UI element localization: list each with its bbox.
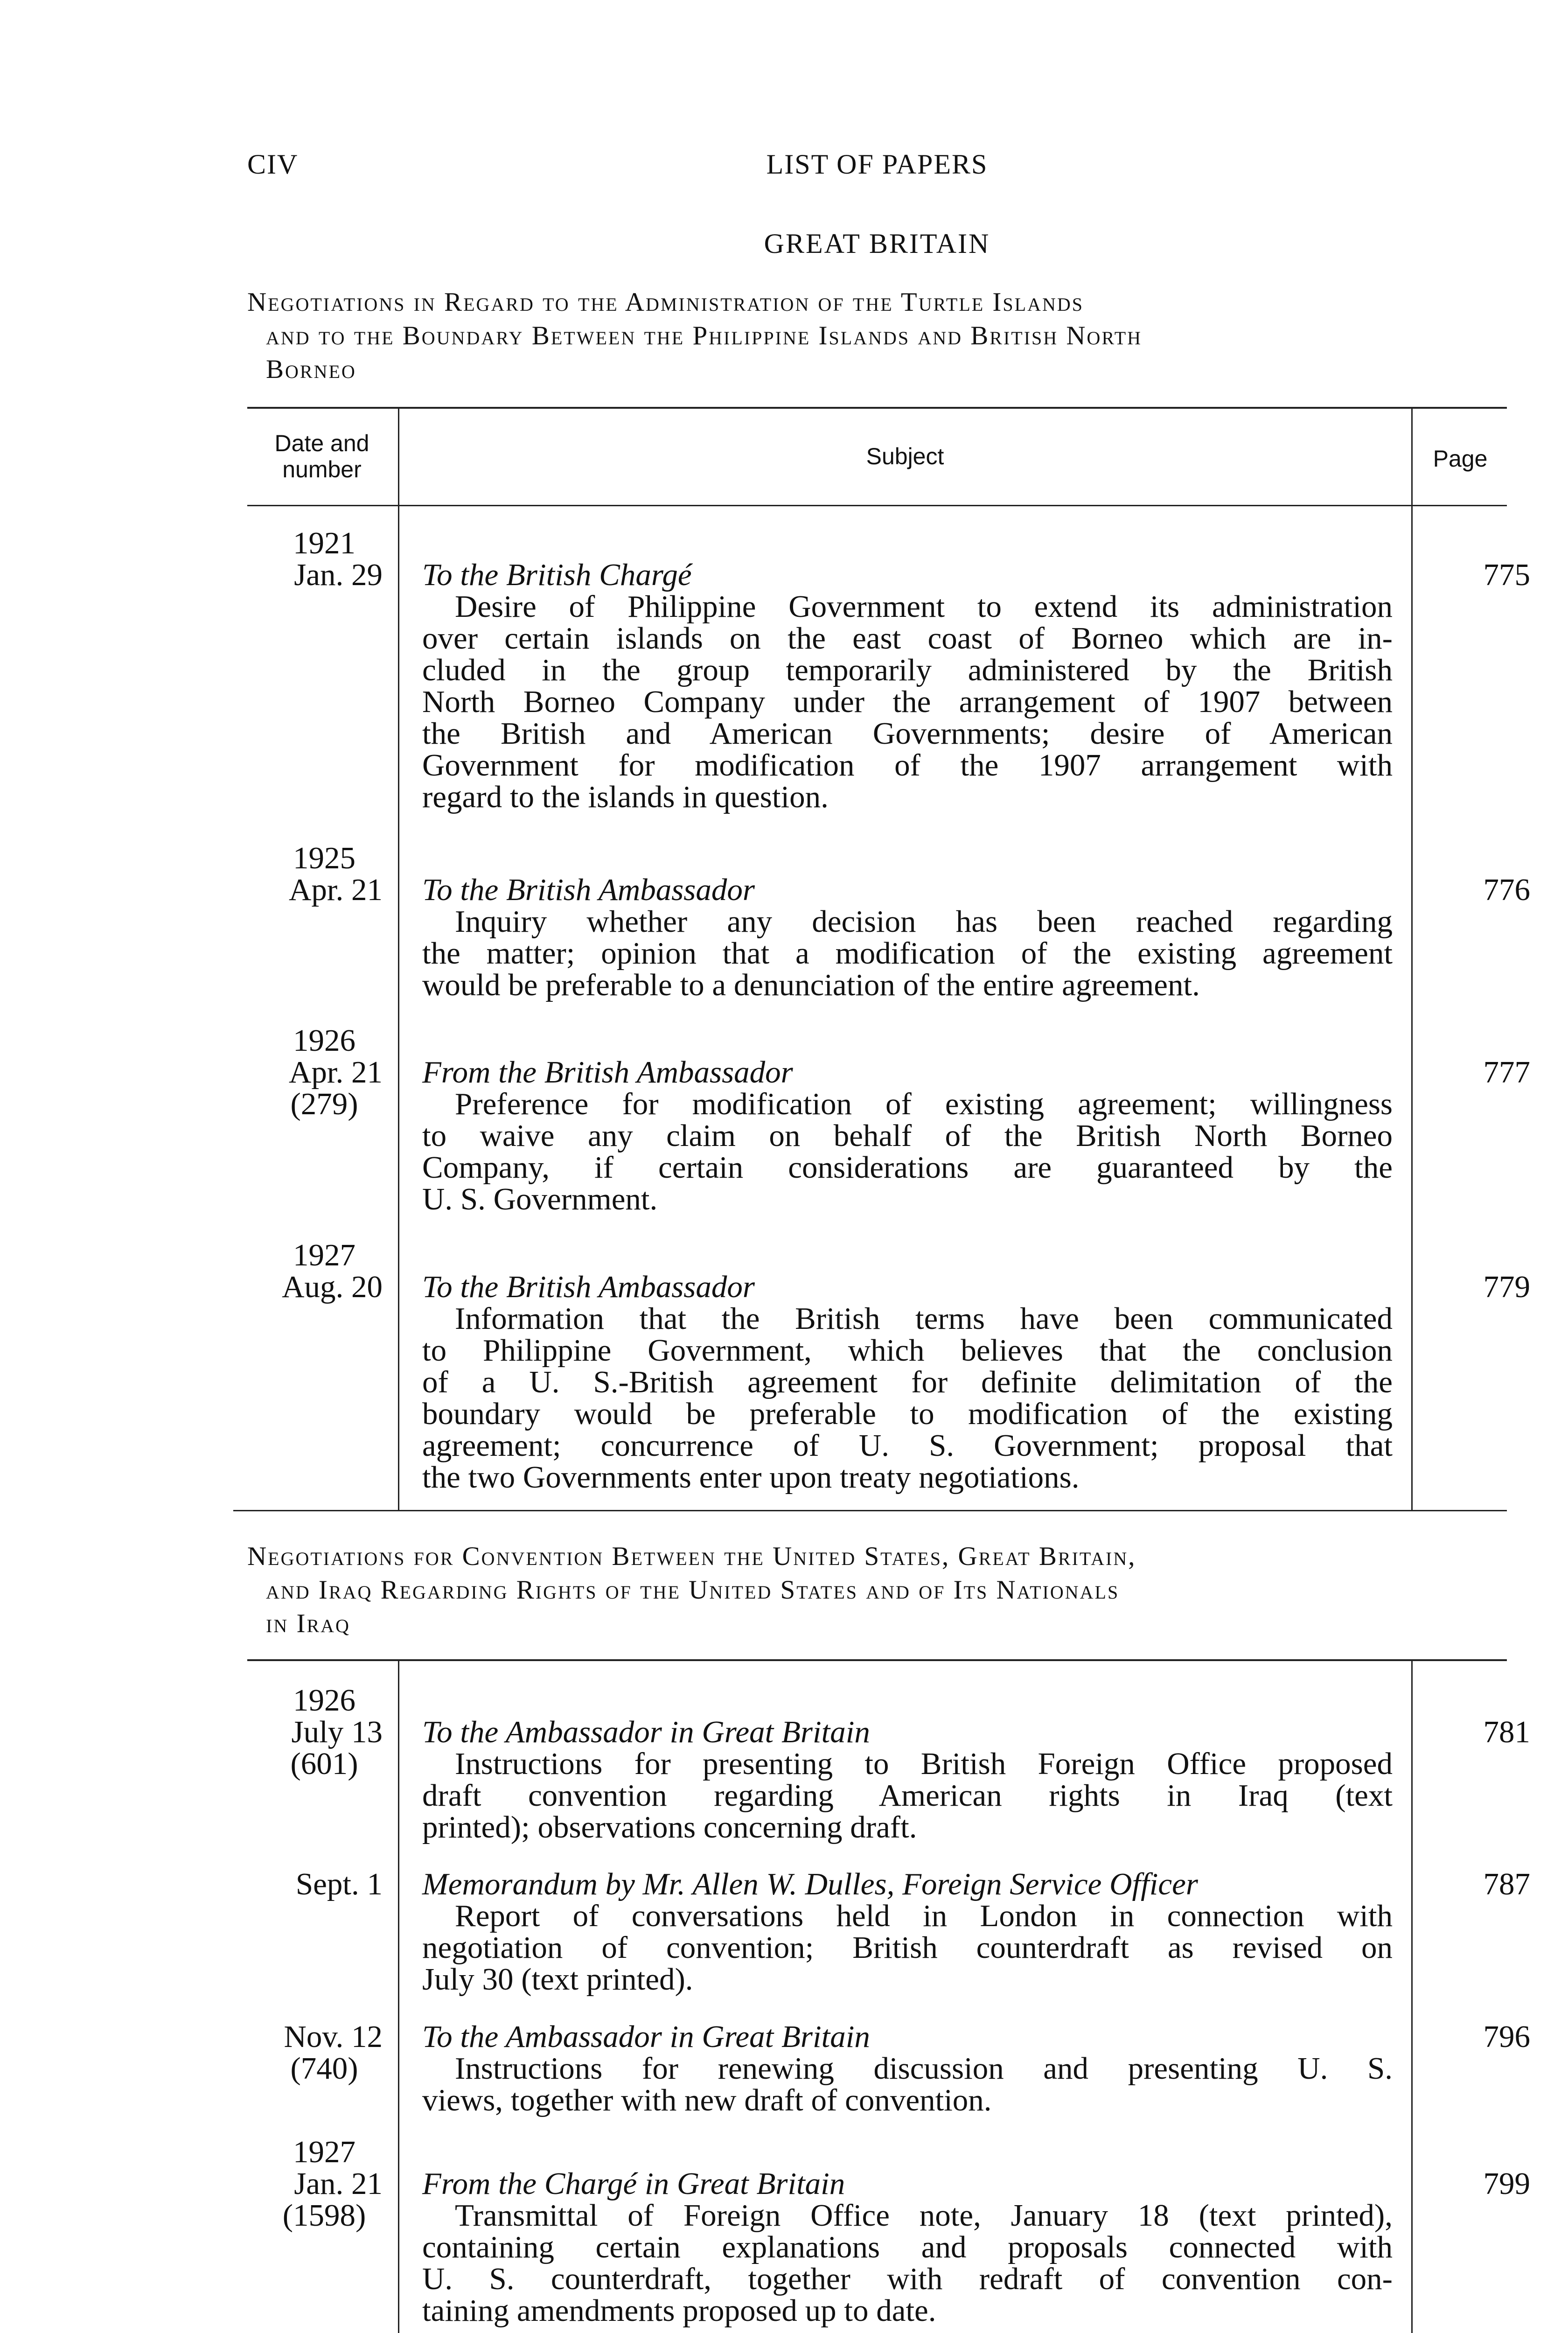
entry-page: 787 [1483, 1867, 1530, 1901]
description-line: Instructions for presenting to British Foreign Office proposed [455, 1746, 1393, 1781]
description-line: North Borneo Company under the arrangement of 1907 between [422, 685, 1393, 719]
section-heading-line: and to the Boundary Between the Philippine Islands and British North [266, 321, 1143, 350]
column-header-date-line: Date and [274, 430, 369, 456]
description-line: Information that the British terms have been communicated [455, 1301, 1393, 1336]
description-line: to Philippine Government, which believes that the conclusion [422, 1333, 1393, 1368]
description-line: U. S. counterdraft, together with redraft of convention con- [422, 2262, 1393, 2296]
entry-date [247, 527, 383, 591]
column-divider [1411, 409, 1413, 1510]
entry-addressee: To the Ambassador in Great Britain [422, 1715, 870, 1749]
description-line: Report of conversations held in London in connection with [455, 1899, 1393, 1933]
entry-year: 1925 [293, 841, 355, 875]
description-line: Transmittal of Foreign Office note, January 18 (text printed), [455, 2198, 1393, 2233]
folio: CIV [247, 149, 299, 180]
section-heading-line: Negotiations in Regard to the Administration of the Turtle Islands [247, 287, 1084, 317]
description-line: Government for modification of the 1907 arrangement with [422, 748, 1393, 782]
entry-subject [422, 1868, 1393, 1995]
entry-day: Aug. 20 [282, 1270, 383, 1304]
entry-description [422, 906, 1393, 1001]
section-heading-line: in Iraq [266, 1609, 350, 1638]
entry-subject [422, 874, 1393, 1001]
entry-number: (601) [290, 1746, 358, 1781]
entry-addressee: To the British Ambassador [422, 1270, 755, 1304]
entry-description [422, 2200, 1393, 2326]
description-line: Inquiry whether any decision has been reached regarding [455, 904, 1393, 939]
column-header-page: Page [1433, 446, 1488, 472]
entry-date [247, 1025, 383, 1120]
description-line: negotiation of convention; British counterdraft as revised on [422, 1930, 1393, 1965]
entry-date [247, 842, 383, 906]
entry-date [247, 1684, 383, 1780]
entry-addressee: Memorandum by Mr. Allen W. Dulles, Foreign Service Officer [422, 1867, 1198, 1901]
description-line: over certain islands on the east coast of Borneo which are in- [422, 621, 1393, 656]
entry-date [247, 2136, 383, 2231]
country-heading: GREAT BRITAIN [764, 228, 990, 259]
entry-day: July 13 [291, 1715, 383, 1749]
entry-number: (279) [290, 1087, 358, 1121]
entry-subject [422, 1716, 1393, 1843]
entry-page: 796 [1483, 2019, 1530, 2054]
description-line: regard to the islands in question. [422, 780, 829, 814]
description-line: cluded in the group temporarily administered by the British [422, 653, 1393, 687]
description-line: taining amendments proposed up to date. [422, 2293, 936, 2328]
description-line: Instructions for renewing discussion and presenting U. S. [455, 2051, 1393, 2086]
column-header-date [247, 430, 397, 482]
entry-day: Apr. 21 [289, 873, 383, 907]
entry-year: 1921 [293, 526, 355, 560]
description-line: Preference for modification of existing agreement; willingness [455, 1087, 1393, 1121]
entry-date [247, 2021, 383, 2084]
entry-page: 776 [1483, 873, 1530, 907]
entry-year: 1926 [293, 1683, 355, 1718]
description-line: agreement; concurrence of U. S. Government; proposal that [422, 1428, 1393, 1463]
section-heading-line: Borneo [266, 355, 356, 384]
entry-page: 777 [1483, 1055, 1530, 1090]
description-line: views, together with new draft of convention. [422, 2083, 992, 2117]
entry-page: 775 [1483, 558, 1530, 592]
entry-year: 1927 [293, 1238, 355, 1272]
entry-number: (1598) [282, 2198, 366, 2233]
description-line: the two Governments enter upon treaty negotiations. [422, 1460, 1080, 1495]
description-line: draft convention regarding American rights in Iraq (text [422, 1778, 1393, 1813]
section-heading [247, 1540, 1507, 1641]
entry-subject [422, 2021, 1393, 2116]
entry-date [247, 1868, 383, 1900]
column-divider [398, 1661, 399, 2333]
section-heading-line: Negotiations for Convention Between the United States, Great Britain, [247, 1542, 1136, 1571]
column-divider [398, 409, 399, 1510]
entry-addressee: To the Ambassador in Great Britain [422, 2019, 870, 2054]
entry-subject [422, 2168, 1393, 2326]
description-line: containing certain explanations and proposals connected with [422, 2230, 1393, 2264]
table-top-rule [247, 407, 1507, 409]
entry-description [422, 1900, 1393, 1995]
description-line: to waive any claim on behalf of the British North Borneo [422, 1118, 1393, 1153]
entry-page: 781 [1483, 1715, 1530, 1749]
entry-day: Sept. 1 [295, 1867, 383, 1901]
description-line: U. S. Government. [422, 1182, 658, 1216]
entry-description [422, 1303, 1393, 1493]
running-head [247, 148, 1507, 190]
running-title: LIST OF PAPERS [766, 149, 988, 180]
section-heading-line: and Iraq Regarding Rights of the United States and of Its Nationals [266, 1575, 1120, 1605]
description-line: July 30 (text printed). [422, 1962, 693, 1997]
entry-addressee: To the British Ambassador [422, 873, 755, 907]
description-line: of a U. S.-British agreement for definite delimitation of the [422, 1365, 1393, 1399]
entry-year: 1926 [293, 1023, 355, 1058]
entry-addressee: From the Chargé in Great Britain [422, 2166, 845, 2201]
entry-description [422, 1748, 1393, 1843]
entry-day: Nov. 12 [284, 2019, 383, 2054]
description-line: printed); observations concerning draft. [422, 1810, 917, 1844]
section-heading [247, 286, 1507, 386]
description-line: boundary would be preferable to modification of the existing [422, 1397, 1393, 1431]
entry-day: Jan. 29 [294, 558, 383, 592]
table-top-rule [247, 1659, 1507, 1661]
entry-subject [422, 559, 1393, 813]
column-divider [1411, 1661, 1413, 2333]
column-header-subject: Subject [866, 443, 944, 469]
entry-subject [422, 1271, 1393, 1493]
entry-day: Apr. 21 [289, 1055, 383, 1090]
entry-subject [422, 1056, 1393, 1215]
table-bottom-rule [233, 1510, 1507, 1511]
description-line: the British and American Governments; desire of American [422, 716, 1393, 751]
header-bottom-rule [247, 505, 1507, 506]
description-line: the matter; opinion that a modification of the existing agreement [422, 936, 1393, 971]
entry-date [247, 1239, 383, 1303]
entry-page: 799 [1483, 2166, 1530, 2201]
entry-page: 779 [1483, 1270, 1530, 1304]
entry-addressee: To the British Chargé [422, 558, 692, 592]
column-header-date-line: number [282, 456, 362, 482]
description-line: Desire of Philippine Government to extend its administration [455, 589, 1393, 624]
entry-description [422, 2053, 1393, 2116]
entry-day: Jan. 21 [294, 2166, 383, 2201]
entry-description [422, 591, 1393, 813]
description-line: Company, if certain considerations are guaranteed by the [422, 1150, 1393, 1185]
entry-addressee: From the British Ambassador [422, 1055, 793, 1090]
entry-number: (740) [290, 2051, 358, 2086]
description-line: would be preferable to a denunciation of the entire agreement. [422, 968, 1200, 1002]
entry-description [422, 1088, 1393, 1215]
entry-year: 1927 [293, 2135, 355, 2169]
